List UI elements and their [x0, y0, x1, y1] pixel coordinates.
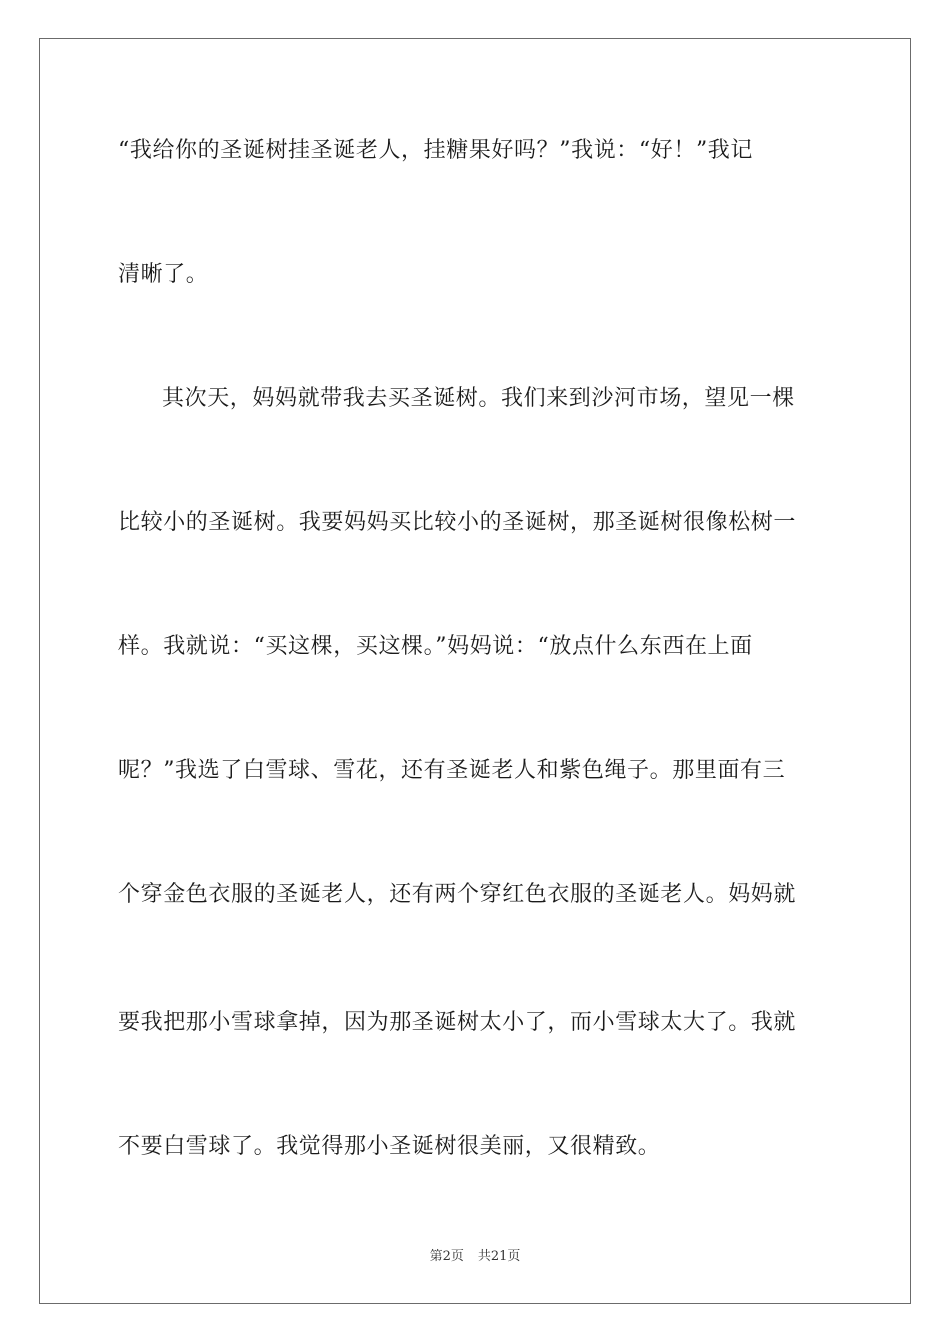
page-footer [0, 1248, 950, 1266]
text-line: 其次天，妈妈就带我去买圣诞树。我们来到沙河市场，望见一棵 [162, 386, 795, 411]
text-line: “我给你的圣诞树挂圣诞老人，挂糖果好吗？”我说：“好！”我记 [118, 138, 753, 163]
text-line: 清晰了。 [118, 262, 209, 287]
text-line: 呢？”我选了白雪球、雪花，还有圣诞老人和紫色绳子。那里面有三 [118, 758, 786, 783]
page-border [39, 38, 911, 1304]
page-total: 共21页 [477, 1249, 521, 1264]
text-line: 样。我就说：“买这棵，买这棵。”妈妈说：“放点什么东西在上面 [118, 634, 753, 659]
text-line: 比较小的圣诞树。我要妈妈买比较小的圣诞树，那圣诞树很像松树一 [118, 510, 797, 535]
text-line: 个穿金色衣服的圣诞老人，还有两个穿红色衣服的圣诞老人。妈妈就 [118, 882, 797, 907]
page-number: 第2页 [429, 1249, 464, 1264]
text-line: 要我把那小雪球拿掉，因为那圣诞树太小了，而小雪球太大了。我就 [118, 1010, 797, 1035]
text-line: 不要白雪球了。我觉得那小圣诞树很美丽，又很精致。 [118, 1134, 661, 1159]
